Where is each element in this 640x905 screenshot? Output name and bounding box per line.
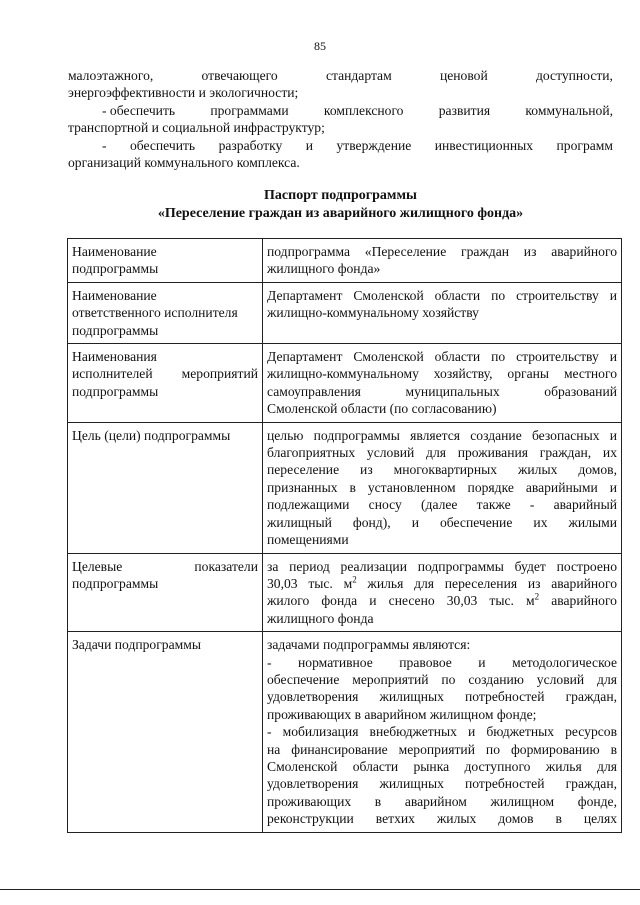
label-line: подпрограммы (72, 322, 159, 338)
table-row (68, 282, 622, 343)
value-line: подпрограмма «Переселение граждан из аварийного (267, 244, 617, 259)
word: программ (556, 137, 613, 153)
value-line: удовлетворения жилищных потребностей граждан, (267, 689, 617, 705)
value-line (267, 575, 617, 592)
word: ценовой (439, 68, 488, 83)
passport-table (67, 238, 622, 833)
word: обеспечить (129, 137, 196, 153)
word: и (305, 137, 314, 153)
label-line: исполнителей мероприятий (72, 366, 258, 382)
intro-line-6: организаций коммунального комплекса. (68, 155, 300, 171)
row-value (263, 282, 622, 343)
value-text: жилого фонда и снесено 30,03 тыс. м (267, 593, 535, 609)
table-row (68, 422, 622, 553)
word: коммунальной, (525, 102, 613, 118)
title-line-2: «Переселение граждан из аварийного жилищного фонда» (157, 206, 524, 221)
row-label (68, 282, 263, 343)
value-line: обеспечение мероприятий по созданию условий для (267, 671, 617, 687)
intro-line-4: транспортной и социальной инфраструктур; (68, 120, 325, 136)
label-line: Целевые показатели (72, 558, 258, 574)
value-line: помещениями (267, 532, 349, 548)
value-line: жилищный фонд), и обеспечение их жилыми (267, 514, 617, 530)
title-line-1: Паспорт подпрограммы (264, 188, 417, 203)
value-line: жилищно-коммунальному хозяйству (267, 305, 479, 321)
value-line: жилищного фонда» (267, 261, 381, 277)
value-line: жилищного фонда (267, 610, 374, 626)
intro-line-3 (68, 102, 613, 119)
row-label (68, 239, 263, 283)
row-label (68, 422, 263, 553)
page-bottom-rule (0, 889, 640, 890)
value-line: подлежащими сносу (далее также - аварийный (267, 497, 617, 513)
word: разработку (218, 137, 283, 153)
word: доступности, (535, 68, 613, 83)
superscript: 2 (352, 574, 357, 585)
label-line: подпрограммы (72, 261, 159, 277)
value-line: реконструкции ветхих жилых домов в целях (267, 811, 617, 827)
label-line: Задачи подпрограммы (72, 637, 201, 653)
value-line: на финансирование мероприятий по формированию в (267, 741, 617, 757)
value-line: проживающих в аварийном жилищном фонде; (267, 706, 537, 722)
label-line: Наименования (72, 349, 157, 365)
page-number: 85 (314, 39, 326, 53)
value-line: Смоленской области (по согласованию) (267, 401, 497, 417)
row-value (263, 239, 622, 283)
label-line: подпрограммы (72, 575, 159, 591)
value-line: - нормативное правовое и методологическое (267, 654, 617, 670)
value-line (267, 592, 617, 609)
intro-line-5 (68, 137, 613, 154)
label-line: подпрограммы (72, 383, 159, 399)
value-line: проживающих в аварийном жилищном фонде, (267, 793, 617, 809)
row-value (263, 553, 622, 632)
superscript: 2 (534, 591, 540, 602)
value-line: целью подпрограммы является создание безопасных и (267, 427, 617, 443)
row-value (263, 422, 622, 553)
word: программами (210, 102, 289, 118)
word: утверждение (336, 137, 412, 153)
table-row (68, 632, 622, 832)
label-line: ответственного исполнителя (72, 305, 238, 321)
intro-line-2: энергоэффективности и экологичности; (68, 85, 299, 101)
value-line: Департамент Смоленской области по строительству и (267, 287, 617, 303)
value-line: удовлетворения жилищных потребностей граждан, (267, 776, 617, 792)
value-line: благоприятных условий для проживания граждан, их (267, 445, 617, 461)
value-text: аварийного (539, 593, 617, 609)
label-line: Наименование (72, 287, 157, 303)
value-text: жилья для переселения из аварийного (356, 575, 617, 591)
word: отвечающего (201, 68, 278, 83)
table-row (68, 553, 622, 632)
intro-line-1 (68, 67, 613, 84)
word: комплексного (323, 102, 404, 118)
word: развития (438, 102, 491, 118)
label-line: Наименование (72, 244, 157, 259)
value-line: жилищно-коммунальному хозяйству, органы местного (267, 366, 617, 382)
value-line: задачами подпрограммы являются: (267, 637, 471, 653)
label-line: Цель (цели) подпрограммы (72, 427, 231, 443)
value-line: признанных в установленном порядке аварийными и (267, 479, 617, 495)
value-line: за период реализации подпрограммы будет построено (267, 558, 617, 574)
row-label (68, 344, 263, 423)
word: - обеспечить (102, 102, 176, 118)
value-text: 30,03 тыс. м (267, 575, 353, 591)
row-label (68, 632, 263, 832)
word: малоэтажного, (68, 68, 154, 83)
value-line: самоуправления муниципальных образований (267, 383, 617, 399)
word: стандартам (325, 68, 392, 83)
row-value (263, 344, 622, 423)
passport-title (68, 187, 613, 223)
value-line: Смоленской области рынка доступного жилья для (267, 758, 617, 774)
table-row (68, 344, 622, 423)
value-line: Департамент Смоленской области по строительству и (267, 349, 617, 365)
row-value (263, 632, 622, 832)
value-line: переселение из многоквартирных жилых домов, (267, 462, 617, 478)
row-label (68, 553, 263, 632)
table-row (68, 239, 622, 283)
value-line: - мобилизация внебюджетных и бюджетных ресурсов (267, 724, 617, 740)
intro-text (68, 67, 613, 171)
word: - (102, 137, 107, 153)
word: инвестиционных (434, 137, 534, 153)
